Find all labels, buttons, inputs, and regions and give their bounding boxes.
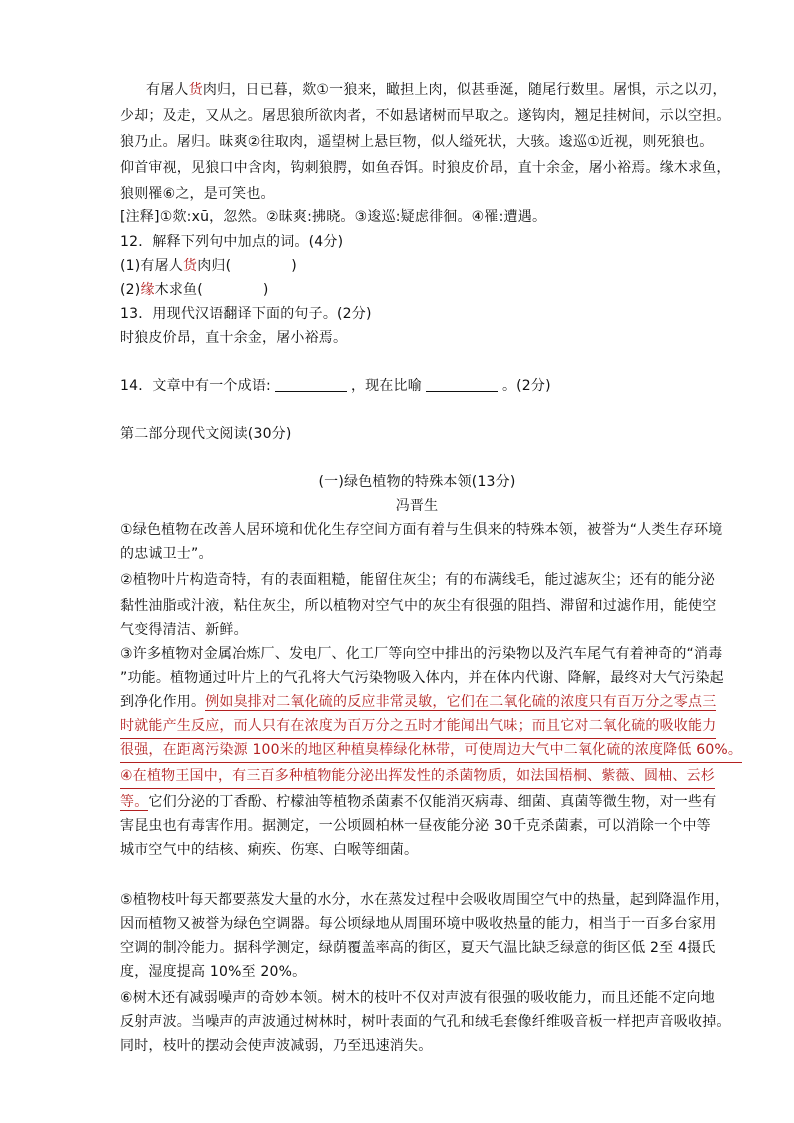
- paragraph-2-line-3: 气变得清洁、新鲜。: [120, 622, 248, 638]
- question-13-sentence: 时狼皮价昂，直十余金，屠小裕焉。: [120, 330, 348, 346]
- article-author: 冯晋生: [395, 498, 439, 514]
- question-12-item-1: (1)有屠人货肉归( ): [120, 258, 297, 274]
- paragraph-6-line-1: ⑥树木还有减弱噪声的奇妙本领。树木的枝叶不仅对声波有很强的吸收能力，而且还能不定向地: [120, 990, 715, 1006]
- annotation-note: [注释]①欻:xū，忽然。②昧爽:拂晓。③逡巡:疑虑徘徊。④罹:遭遇。: [120, 209, 547, 225]
- paragraph-1-line-1: ①绿色植物在改善人居环境和优化生存空间方面有着与生俱来的特殊本领，被誉为“人类生存环境: [120, 522, 723, 538]
- paragraph-3-line-4: 时就能产生反应，而人只有在浓度为百万分之五时才能闻出气味；而且它对二氧化硫的吸收能力: [120, 716, 716, 739]
- paragraph-5-line-1: ⑤植物枝叶每天都要蒸发大量的水分，水在蒸发过程中会吸收周围空气中的热量，起到降温作用，: [120, 892, 730, 908]
- paragraph-3-line-5: 很强，在距离污染源 100米的地区种植臭棒绿化林带，可使周边大气中二氧化硫的浓度降低 60%。: [120, 740, 742, 763]
- paragraph-5-line-3: 空调的制冷能力。据科学测定，绿荫覆盖率高的街区，夏天气温比缺乏绿意的街区低 2至 4摄氏: [120, 940, 716, 956]
- paragraph-5-line-2: 因而植物又被誉为绿色空调器。每公顷绿地从周围环境中吸收热量的能力，相当于一百多台家用: [120, 916, 717, 932]
- paragraph-2-line-2: 黏性油脂或汁液，粘住灰尘，所以植物对空气中的灰尘有很强的阻挡、滞留和过滤作用，能使空: [120, 598, 717, 614]
- answer-blank[interactable]: [275, 377, 347, 392]
- article-title: (一)绿色植物的特殊本领(13分): [318, 474, 516, 490]
- paragraph-1-line-2: 的忠诚卫士”。: [120, 546, 213, 562]
- answer-blank[interactable]: [426, 377, 498, 392]
- passage-line-3: 狼乃止。屠归。昧爽②往取肉，遥望树上悬巨物，似人缢死状，大骇。逡巡①近视，则死狼也。: [120, 134, 714, 150]
- paragraph-5-line-4: 度，湿度提高 10%至 20%。: [120, 964, 307, 980]
- passage-line-2: 少却；及走，又从之。屠思狼所欲肉者，不如悬诸树而早取之。遂钩肉，翘足挂树间，示以空担。: [120, 108, 731, 124]
- section-heading: 第二部分现代文阅读(30分): [120, 426, 292, 442]
- passage-line-1: 有屠人货肉归，日已暮，欻①一狼来，瞰担上肉，似甚垂涎，随尾行数里。屠惧，示之以刃，: [146, 82, 727, 98]
- paragraph-4-line-4: 城市空气中的结核、痢疾、伤寒、白喉等细菌。: [120, 842, 419, 858]
- paragraph-4-line-3: 害昆虫也有毒害作用。据测定，一公顷圆柏林一昼夜能分泌 30千克杀菌素，可以消除一个中等: [120, 818, 711, 834]
- paragraph-6-line-2: 反射声波。当噪声的声波通过树林时，树叶表面的气孔和绒毛套像纤维吸音板一样把声音吸收掉。: [120, 1014, 731, 1030]
- question-12: 12．解释下列句中加点的词。(4分): [120, 234, 344, 250]
- question-14: 14．文章中有一个成语: ，现在比喻 。(2分): [120, 378, 551, 394]
- paragraph-4-line-2: 等。它们分泌的丁香酚、柠檬油等植物杀菌素不仅能消灭病毒、细菌、真菌等微生物，对一些有: [120, 794, 717, 810]
- paragraph-4-line-1: ④在植物王国中，有三百多种植物能分泌出挥发性的杀菌物质，如法国梧桐、紫薇、圆柚、云杉: [120, 766, 715, 789]
- paragraph-6-line-3: 同时，枝叶的摆动会使声波减弱，乃至迅速消失。: [120, 1038, 433, 1054]
- paragraph-2-line-1: ②植物叶片构造奇特，有的表面粗糙，能留住灰尘；有的布满线毛，能过滤灰尘；还有的能分泌: [120, 572, 715, 588]
- passage-line-5: 狼则罹⑥之，是可笑也。: [120, 186, 275, 202]
- paragraph-3-line-1: ③许多植物对金属冶炼厂、发电厂、化工厂等向空中排出的污染物以及汽车尾气有着神奇的“消毒: [120, 646, 723, 662]
- question-13: 13．用现代汉语翻译下面的句子。(2分): [120, 306, 372, 322]
- passage-line-4: 仰首审视，见狼口中含肉，钩刺狼腭，如鱼吞饵。时狼皮价昂，直十余金，屠小裕焉。缘木求鱼，: [120, 160, 731, 176]
- paragraph-3-line-2: ”功能。植物通过叶片上的气孔将大气污染物吸入体内，并在体内代谢、降解，最终对大气污染起: [120, 670, 724, 686]
- paragraph-3-line-3: 到净化作用。例如臭排对二氧化硫的反应非常灵敏，它们在二氧化硫的浓度只有百万分之零点三: [120, 694, 717, 710]
- question-12-item-2: (2)缘木求鱼( ): [120, 282, 269, 298]
